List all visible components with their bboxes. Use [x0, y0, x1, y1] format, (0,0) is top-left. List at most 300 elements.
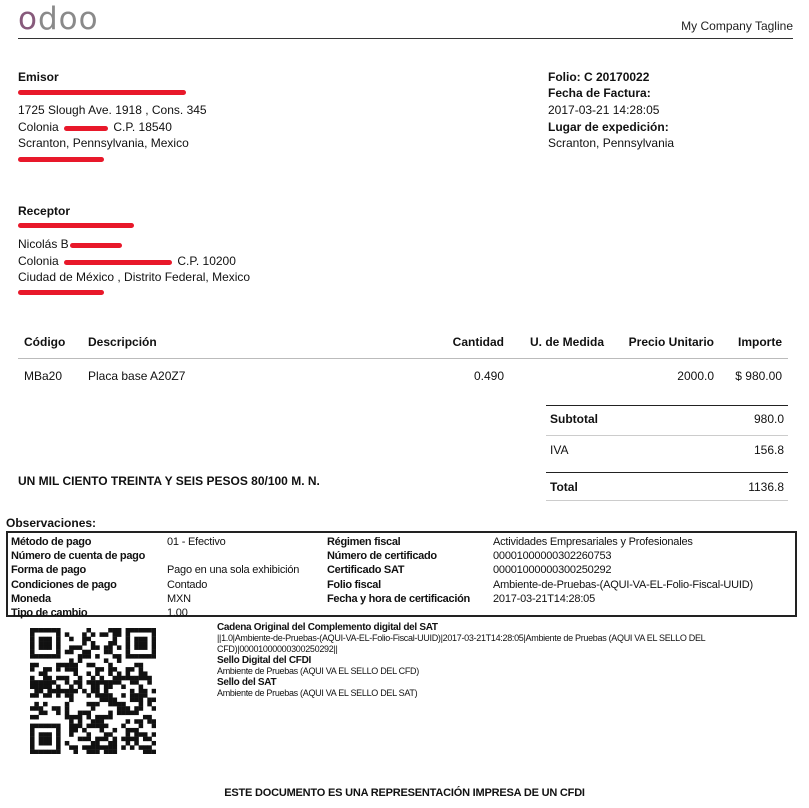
qr-module — [30, 732, 35, 737]
qr-module — [121, 737, 126, 742]
qr-module — [113, 641, 118, 646]
qr-module — [139, 706, 144, 711]
qr-module — [126, 719, 131, 724]
qr-module — [134, 654, 139, 659]
qr-module — [126, 732, 131, 737]
qr-module — [56, 689, 61, 694]
qr-module — [139, 654, 144, 659]
qr-module — [143, 637, 148, 642]
col-codigo: Código — [18, 330, 82, 359]
table-row — [18, 359, 788, 394]
qr-module — [121, 676, 126, 681]
qr-module — [52, 654, 57, 659]
cadena-line-1: ||1.0|Ambiente-de-Pruebas-(AQUI-VA-EL-Folio-Fiscal-UUID)|2017-03-21T14:28:05|Ambiente de Pruebas (AQUI VA EL SELLO DEL — [217, 633, 706, 643]
qr-module — [69, 658, 74, 663]
qr-module — [78, 724, 83, 729]
total-block — [546, 472, 788, 501]
qr-module — [113, 698, 118, 703]
qr-module — [139, 689, 144, 694]
company-logo: odoo — [18, 1, 99, 37]
cell-descripcion: Placa base A20Z7 — [88, 369, 186, 383]
obs-value: 00001000000300250292 — [493, 564, 612, 577]
qr-module — [126, 650, 131, 655]
qr-module — [130, 689, 135, 694]
qr-module — [100, 728, 105, 733]
qr-module — [108, 702, 113, 707]
qr-module — [56, 732, 61, 737]
qr-module — [143, 737, 148, 742]
redaction-mark — [18, 223, 134, 228]
qr-module — [108, 667, 113, 672]
qr-module — [104, 689, 109, 694]
qr-module — [30, 684, 35, 689]
qr-module — [47, 684, 52, 689]
obs-label: Número de cuenta de pago — [11, 550, 145, 563]
qr-module — [69, 728, 74, 733]
qr-module — [86, 745, 91, 750]
receptor-colonia-line — [18, 254, 236, 268]
qr-module — [152, 741, 156, 746]
qr-module — [95, 684, 100, 689]
qr-module — [69, 719, 74, 724]
qr-module — [43, 741, 48, 746]
folio-line — [548, 70, 649, 84]
qr-module — [73, 715, 78, 720]
qr-module — [108, 698, 113, 703]
qr-module — [139, 671, 144, 676]
qr-module — [39, 689, 44, 694]
qr-module — [65, 663, 70, 668]
qr-module — [95, 645, 100, 650]
qr-module — [34, 680, 39, 685]
qr-module — [30, 750, 35, 754]
qr-module — [152, 641, 156, 646]
obs-value: 2017-03-21T14:28:05 — [493, 592, 596, 605]
qr-module — [139, 645, 144, 650]
qr-module — [34, 715, 39, 720]
qr-module — [73, 671, 78, 676]
qr-module — [95, 654, 100, 659]
qr-module — [139, 732, 144, 737]
qr-module — [113, 737, 118, 742]
qr-module — [39, 684, 44, 689]
qr-module — [139, 693, 144, 698]
qr-module — [34, 628, 39, 633]
qr-module — [30, 737, 35, 742]
qr-module — [30, 715, 35, 720]
receptor-cp: C.P. 10200 — [177, 254, 236, 268]
qr-module — [60, 676, 65, 681]
qr-module — [104, 680, 109, 685]
qr-module — [73, 667, 78, 672]
obs-label: Régimen fiscal — [327, 536, 401, 548]
qr-code-icon — [30, 628, 156, 754]
qr-module — [78, 715, 83, 720]
qr-module — [134, 719, 139, 724]
qr-module — [47, 724, 52, 729]
iva-value: 156.8 — [753, 443, 784, 457]
qr-module — [91, 719, 96, 724]
obs-value: Pago en una sola exhibición — [167, 564, 300, 577]
qr-module — [39, 628, 44, 633]
qr-module — [78, 658, 83, 663]
qr-module — [69, 724, 74, 729]
qr-module — [117, 632, 122, 637]
qr-module — [139, 684, 144, 689]
qr-module — [108, 711, 113, 716]
obs-label: Tipo de cambio — [11, 607, 88, 619]
obs-value: Ambiente-de-Pruebas-(AQUI-VA-EL-Folio-Fiscal-UUID) — [493, 578, 753, 591]
qr-module — [86, 663, 91, 668]
receptor-title: Receptor — [18, 204, 71, 218]
qr-module — [69, 637, 74, 642]
qr-module — [134, 637, 139, 642]
qr-module — [117, 671, 122, 676]
redaction-mark — [18, 90, 186, 95]
qr-module — [113, 654, 118, 659]
qr-module — [56, 750, 61, 754]
sello-cfdi-title: Sello Digital del CFDI — [217, 655, 311, 666]
redaction-mark — [64, 260, 172, 265]
cfdi-footer: ESTE DOCUMENTO ES UNA REPRESENTACIÓN IMPRESA DE UN CFDI — [224, 787, 585, 799]
qr-module — [73, 680, 78, 685]
qr-module — [91, 689, 96, 694]
qr-module — [82, 654, 87, 659]
obs-value: 01 - Efectivo — [167, 536, 226, 548]
total-label: Total — [550, 480, 578, 494]
obs-value: Actividades Empresariales y Profesionales — [493, 536, 693, 548]
qr-module — [91, 676, 96, 681]
qr-module — [91, 724, 96, 729]
qr-module — [65, 741, 70, 746]
qr-module — [113, 702, 118, 707]
qr-module — [78, 676, 83, 681]
cell-precio: 2000.0 — [677, 369, 714, 383]
qr-module — [73, 724, 78, 729]
col-unidad: U. de Medida — [510, 330, 610, 359]
emisor-colonia-line — [18, 120, 172, 134]
observaciones-title: Observaciones: — [6, 516, 97, 530]
qr-module — [117, 628, 122, 633]
qr-module — [30, 706, 35, 711]
qr-module — [121, 684, 126, 689]
qr-module — [56, 693, 61, 698]
qr-module — [134, 680, 139, 685]
qr-module — [130, 728, 135, 733]
qr-module — [117, 706, 122, 711]
qr-module — [56, 711, 61, 716]
qr-module — [43, 724, 48, 729]
qr-module — [65, 676, 70, 681]
qr-module — [47, 737, 52, 742]
qr-module — [134, 698, 139, 703]
qr-module — [78, 737, 83, 742]
obs-label: Forma de pago — [11, 564, 86, 577]
qr-module — [30, 632, 35, 637]
qr-module — [78, 719, 83, 724]
qr-module — [47, 645, 52, 650]
qr-module — [152, 650, 156, 655]
qr-module — [56, 654, 61, 659]
qr-module — [82, 737, 87, 742]
qr-module — [86, 628, 91, 633]
qr-module — [95, 750, 100, 754]
qr-module — [47, 693, 52, 698]
qr-module — [69, 715, 74, 720]
qr-module — [113, 667, 118, 672]
qr-module — [113, 637, 118, 642]
cell-importe: $ 980.00 — [735, 369, 782, 383]
qr-module — [39, 637, 44, 642]
qr-module — [86, 671, 91, 676]
qr-module — [108, 645, 113, 650]
qr-module — [95, 745, 100, 750]
qr-module — [152, 632, 156, 637]
qr-module — [52, 680, 57, 685]
folio-value: C 20170022 — [584, 70, 650, 84]
observaciones-box — [6, 531, 797, 617]
qr-module — [91, 663, 96, 668]
qr-module — [69, 693, 74, 698]
qr-module — [69, 684, 74, 689]
qr-module — [47, 667, 52, 672]
obs-label: Folio fiscal — [327, 578, 381, 591]
qr-module — [130, 711, 135, 716]
qr-module — [104, 645, 109, 650]
qr-module — [52, 689, 57, 694]
qr-module — [143, 745, 148, 750]
qr-module — [126, 737, 131, 742]
qr-module — [30, 728, 35, 733]
qr-module — [117, 676, 122, 681]
qr-module — [100, 698, 105, 703]
qr-module — [30, 667, 35, 672]
qr-module — [104, 745, 109, 750]
qr-module — [56, 706, 61, 711]
emisor-colonia-prefix: Colonia — [18, 120, 59, 134]
iva-label: IVA — [550, 443, 569, 457]
company-tagline: My Company Tagline — [681, 19, 793, 33]
qr-module — [34, 706, 39, 711]
qr-module — [39, 654, 44, 659]
total-row — [546, 473, 788, 501]
qr-module — [121, 724, 126, 729]
qr-module — [86, 750, 91, 754]
qr-module — [73, 750, 78, 754]
header-divider — [18, 38, 793, 39]
qr-module — [143, 671, 148, 676]
obs-label: Fecha y hora de certificación — [327, 592, 470, 605]
qr-module — [121, 693, 126, 698]
qr-module — [73, 689, 78, 694]
qr-module — [104, 750, 109, 754]
subtotal-value: 980.0 — [753, 412, 784, 426]
qr-module — [126, 632, 131, 637]
amount-in-words: UN MIL CIENTO TREINTA Y SEIS PESOS 80/100 M. N. — [18, 474, 320, 488]
qr-module — [30, 650, 35, 655]
qr-module — [52, 750, 57, 754]
qr-module — [95, 719, 100, 724]
qr-module — [95, 741, 100, 746]
items-table — [18, 330, 788, 393]
qr-module — [43, 645, 48, 650]
qr-module — [113, 632, 118, 637]
obs-label: Número de certificado — [327, 550, 437, 563]
qr-module — [152, 706, 156, 711]
qr-module — [65, 632, 70, 637]
qr-module — [91, 745, 96, 750]
qr-module — [56, 728, 61, 733]
qr-module — [91, 645, 96, 650]
qr-module — [78, 680, 83, 685]
obs-value: 1.00 — [167, 607, 188, 619]
qr-module — [108, 628, 113, 633]
qr-module — [30, 745, 35, 750]
qr-module — [95, 724, 100, 729]
qr-module — [126, 676, 131, 681]
qr-module — [104, 732, 109, 737]
qr-module — [126, 741, 131, 746]
qr-module — [134, 706, 139, 711]
qr-module — [108, 741, 113, 746]
qr-module — [143, 676, 148, 681]
emisor-title: Emisor — [18, 70, 59, 84]
qr-module — [134, 676, 139, 681]
qr-module — [134, 737, 139, 742]
qr-module — [143, 689, 148, 694]
qr-module — [30, 724, 35, 729]
obs-label: Moneda — [11, 592, 51, 605]
qr-module — [82, 689, 87, 694]
qr-module — [91, 684, 96, 689]
qr-module — [34, 654, 39, 659]
qr-module — [43, 750, 48, 754]
qr-module — [152, 698, 156, 703]
qr-module — [147, 702, 152, 707]
qr-module — [117, 680, 122, 685]
qr-module — [39, 732, 44, 737]
qr-module — [104, 715, 109, 720]
qr-module — [60, 689, 65, 694]
qr-module — [78, 711, 83, 716]
qr-module — [121, 711, 126, 716]
qr-module — [108, 650, 113, 655]
qr-module — [56, 628, 61, 633]
qr-module — [104, 724, 109, 729]
qr-module — [56, 645, 61, 650]
qr-module — [30, 741, 35, 746]
qr-module — [86, 650, 91, 655]
qr-module — [134, 732, 139, 737]
qr-module — [143, 732, 148, 737]
qr-module — [73, 663, 78, 668]
lugar-label: Lugar de expedición: — [548, 120, 669, 134]
qr-module — [130, 654, 135, 659]
obs-value: MXN — [167, 592, 191, 605]
qr-module — [139, 724, 144, 729]
qr-module — [43, 628, 48, 633]
qr-module — [104, 684, 109, 689]
qr-module — [65, 715, 70, 720]
qr-module — [56, 676, 61, 681]
cell-codigo: MBa20 — [24, 369, 63, 383]
qr-module — [108, 715, 113, 720]
qr-module — [139, 719, 144, 724]
qr-module — [91, 741, 96, 746]
receptor-name-line — [18, 237, 122, 251]
qr-module — [104, 737, 109, 742]
qr-module — [147, 715, 152, 720]
qr-module — [130, 693, 135, 698]
qr-module — [139, 641, 144, 646]
qr-module — [139, 745, 144, 750]
qr-module — [56, 637, 61, 642]
qr-module — [39, 741, 44, 746]
qr-module — [143, 715, 148, 720]
qr-module — [30, 654, 35, 659]
cell-cantidad: 0.490 — [473, 369, 504, 383]
qr-module — [43, 684, 48, 689]
qr-module — [82, 632, 87, 637]
qr-module — [43, 637, 48, 642]
qr-module — [78, 684, 83, 689]
subtotal-label: Subtotal — [550, 412, 598, 426]
qr-module — [73, 645, 78, 650]
qr-module — [134, 741, 139, 746]
qr-module — [100, 693, 105, 698]
sello-cfdi-value: Ambiente de Pruebas (AQUI VA EL SELLO DEL CFD) — [217, 666, 419, 676]
qr-module — [69, 698, 74, 703]
redaction-mark — [18, 157, 104, 162]
qr-module — [73, 728, 78, 733]
lugar-value: Scranton, Pennsylvania — [548, 136, 675, 150]
qr-module — [126, 706, 131, 711]
qr-module — [130, 698, 135, 703]
qr-module — [143, 693, 148, 698]
subtotal-row — [546, 406, 788, 436]
qr-module — [56, 650, 61, 655]
qr-module — [130, 737, 135, 742]
obs-value: Contado — [167, 578, 208, 591]
qr-module — [100, 676, 105, 681]
qr-module — [139, 667, 144, 672]
fecha-value: 2017-03-21 14:28:05 — [548, 103, 660, 117]
qr-module — [34, 693, 39, 698]
qr-module — [91, 706, 96, 711]
qr-module — [69, 645, 74, 650]
col-cantidad: Cantidad — [428, 330, 510, 359]
qr-module — [47, 628, 52, 633]
qr-module — [113, 728, 118, 733]
qr-module — [134, 628, 139, 633]
qr-module — [39, 737, 44, 742]
qr-module — [139, 698, 144, 703]
qr-module — [34, 689, 39, 694]
qr-module — [56, 741, 61, 746]
iva-row — [546, 436, 788, 457]
qr-module — [108, 732, 113, 737]
qr-module — [69, 667, 74, 672]
qr-module — [152, 750, 156, 754]
qr-module — [117, 702, 122, 707]
qr-module — [113, 680, 118, 685]
receptor-colonia-prefix: Colonia — [18, 254, 59, 268]
obs-label: Método de pago — [11, 536, 92, 548]
qr-module — [139, 676, 144, 681]
qr-module — [152, 637, 156, 642]
items-header-row — [18, 330, 788, 359]
sat-block — [217, 622, 757, 699]
